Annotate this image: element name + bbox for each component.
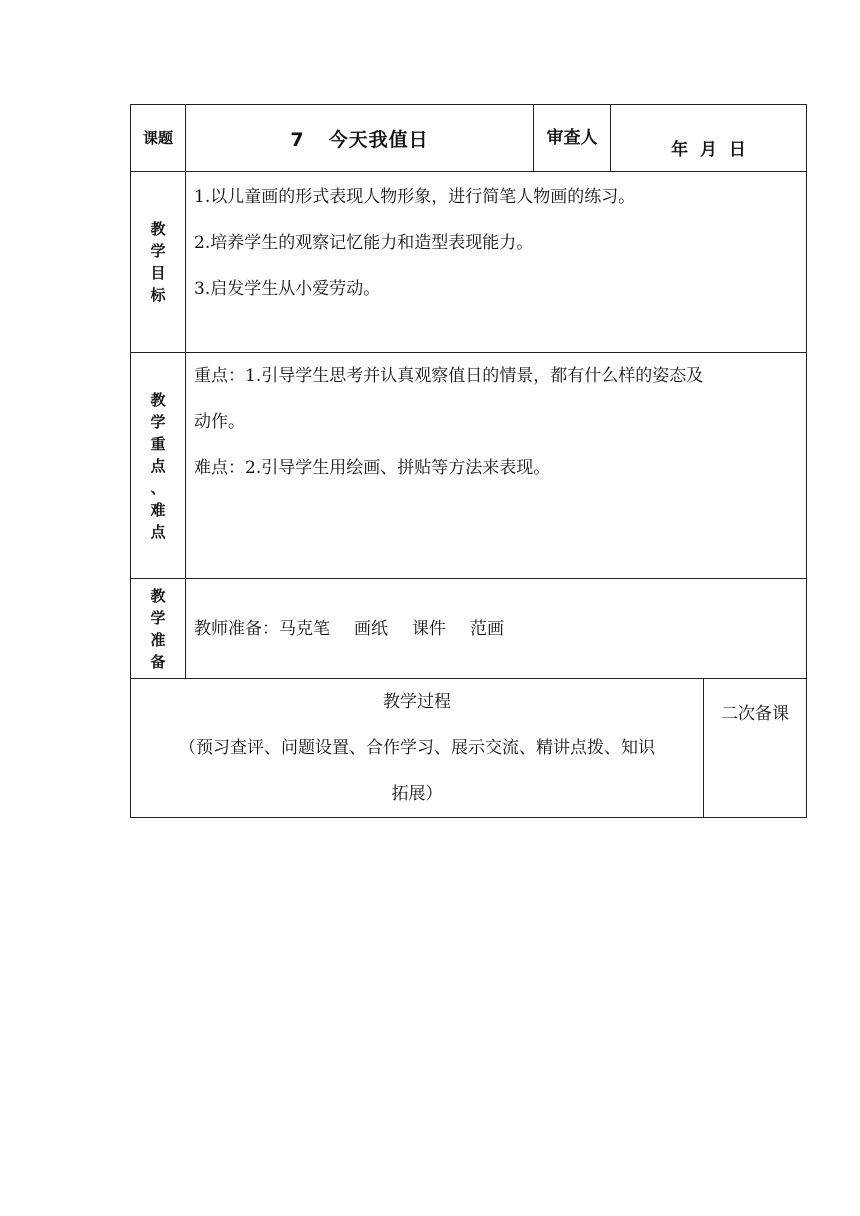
process-title: 教学过程 (383, 692, 451, 712)
lesson-plan-table (130, 104, 807, 818)
goal-item: 3.启发学生从小爱劳动。 (194, 279, 381, 299)
process-row (131, 679, 807, 818)
preparation-prefix: 教师准备： (194, 618, 279, 639)
key-point-line: 难点：2.引导学生用绘画、拼贴等方法来表现。 (194, 458, 551, 478)
key-points-row (131, 353, 807, 579)
goal-item: 1.以儿童画的形式表现人物形象，进行简笔人物画的练习。 (194, 187, 636, 207)
topic-label: 课题 (131, 105, 186, 172)
process-line: （预习查评、问题设置、合作学习、展示交流、精讲点拨、知识 (179, 738, 655, 758)
preparation-item: 画纸 (354, 618, 388, 639)
topic-number: 7 (290, 128, 305, 151)
preparation-item: 范画 (470, 618, 504, 639)
preparation-item: 马克笔 (279, 618, 330, 639)
goals-label: 教 学 目 标 (131, 172, 186, 353)
goals-row (131, 172, 807, 353)
preparation-item: 课件 (412, 618, 446, 639)
second-prep-cell: 二次备课 (704, 679, 807, 818)
topic-title-cell (186, 105, 534, 172)
preparation-label: 教 学 准 备 (131, 579, 186, 679)
key-point-line: 动作。 (194, 412, 245, 432)
reviewer-label: 审查人 (534, 105, 611, 172)
goal-item: 2.培养学生的观察记忆能力和造型表现能力。 (194, 233, 534, 253)
topic-title: 今天我值日 (328, 128, 429, 151)
preparation-row (131, 579, 807, 679)
process-line: 拓展） (391, 784, 443, 804)
goals-content (186, 172, 807, 353)
preparation-content (186, 579, 807, 679)
date-field: 年 月 日 (611, 105, 807, 172)
header-row (131, 105, 807, 172)
key-points-content (186, 353, 807, 579)
process-cell (131, 679, 704, 818)
key-point-line: 重点：1.引导学生思考并认真观察值日的情景，都有什么样的姿态及 (194, 366, 704, 386)
key-points-label: 教 学 重 点 、 难 点 (131, 353, 186, 579)
